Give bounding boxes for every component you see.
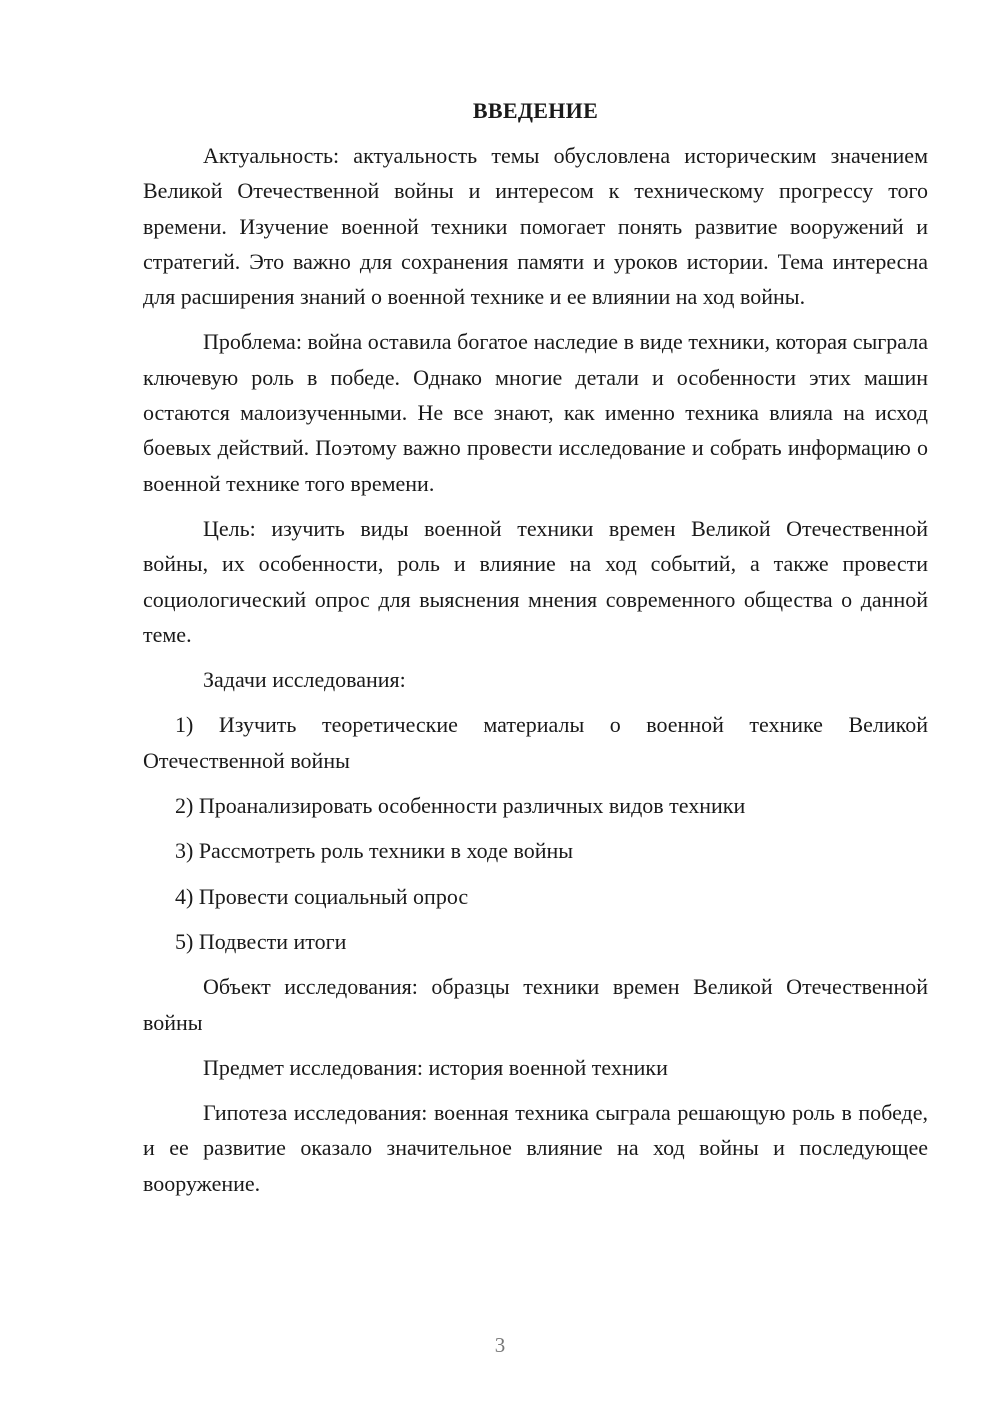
list-item: 5) Подвести итоги — [175, 928, 347, 954]
list-item: 4) Провести социальный опрос — [175, 883, 469, 909]
list-item: 2) Проанализировать особенности различных видов техники — [175, 793, 746, 819]
list-item: 1) Изучить теоретические материалы о военной технике Великой Отечественной войны — [143, 712, 928, 773]
paragraph-object: Объект исследования: образцы техники времен Великой Отечественной войны — [143, 974, 928, 1035]
paragraph-subject: Предмет исследования: история военной техники — [203, 1054, 668, 1080]
list-item: 3) Рассмотреть роль техники в ходе войны — [175, 838, 574, 864]
page-number: 3 — [494, 1333, 506, 1357]
paragraph-hypothesis: Гипотеза исследования: военная техника сыграла решающую роль в победе, и ее развитие оказало значительное влияние на ход войны и последующее вооружение. — [143, 1100, 928, 1196]
paragraph-goal: Цель: изучить виды военной техники времен Великой Отечественной войны, их особенности, роль и влияние на ход событий, а также провести социологический опрос для выяснения мнения современного общества о данной теме. — [143, 515, 928, 647]
paragraph-relevance: Актуальность: актуальность темы обусловлена историческим значением Великой Отечественной войны и интересом к техническому прогрессу того времени. Изучение военной техники помогает понять развитие вооружений и стратегий. Это важно для сохранения памяти и уроков истории. Тема интересна для расширения знаний о военной технике и ее влиянии на ход войны. — [143, 143, 928, 310]
tasks-heading: Задачи исследования: — [203, 667, 406, 693]
section-title: ВВЕДЕНИЕ — [472, 98, 599, 123]
paragraph-problem: Проблема: война оставила богатое наследие в виде техники, которая сыграла ключевую роль в победе. Однако многие детали и особенности этих машин остаются малоизученными. Не все знают, как именно техника влияла на исход боевых действий. Поэтому важно провести исследование и собрать информацию о военной технике того времени. — [143, 329, 928, 496]
document-page — [143, 96, 928, 1211]
